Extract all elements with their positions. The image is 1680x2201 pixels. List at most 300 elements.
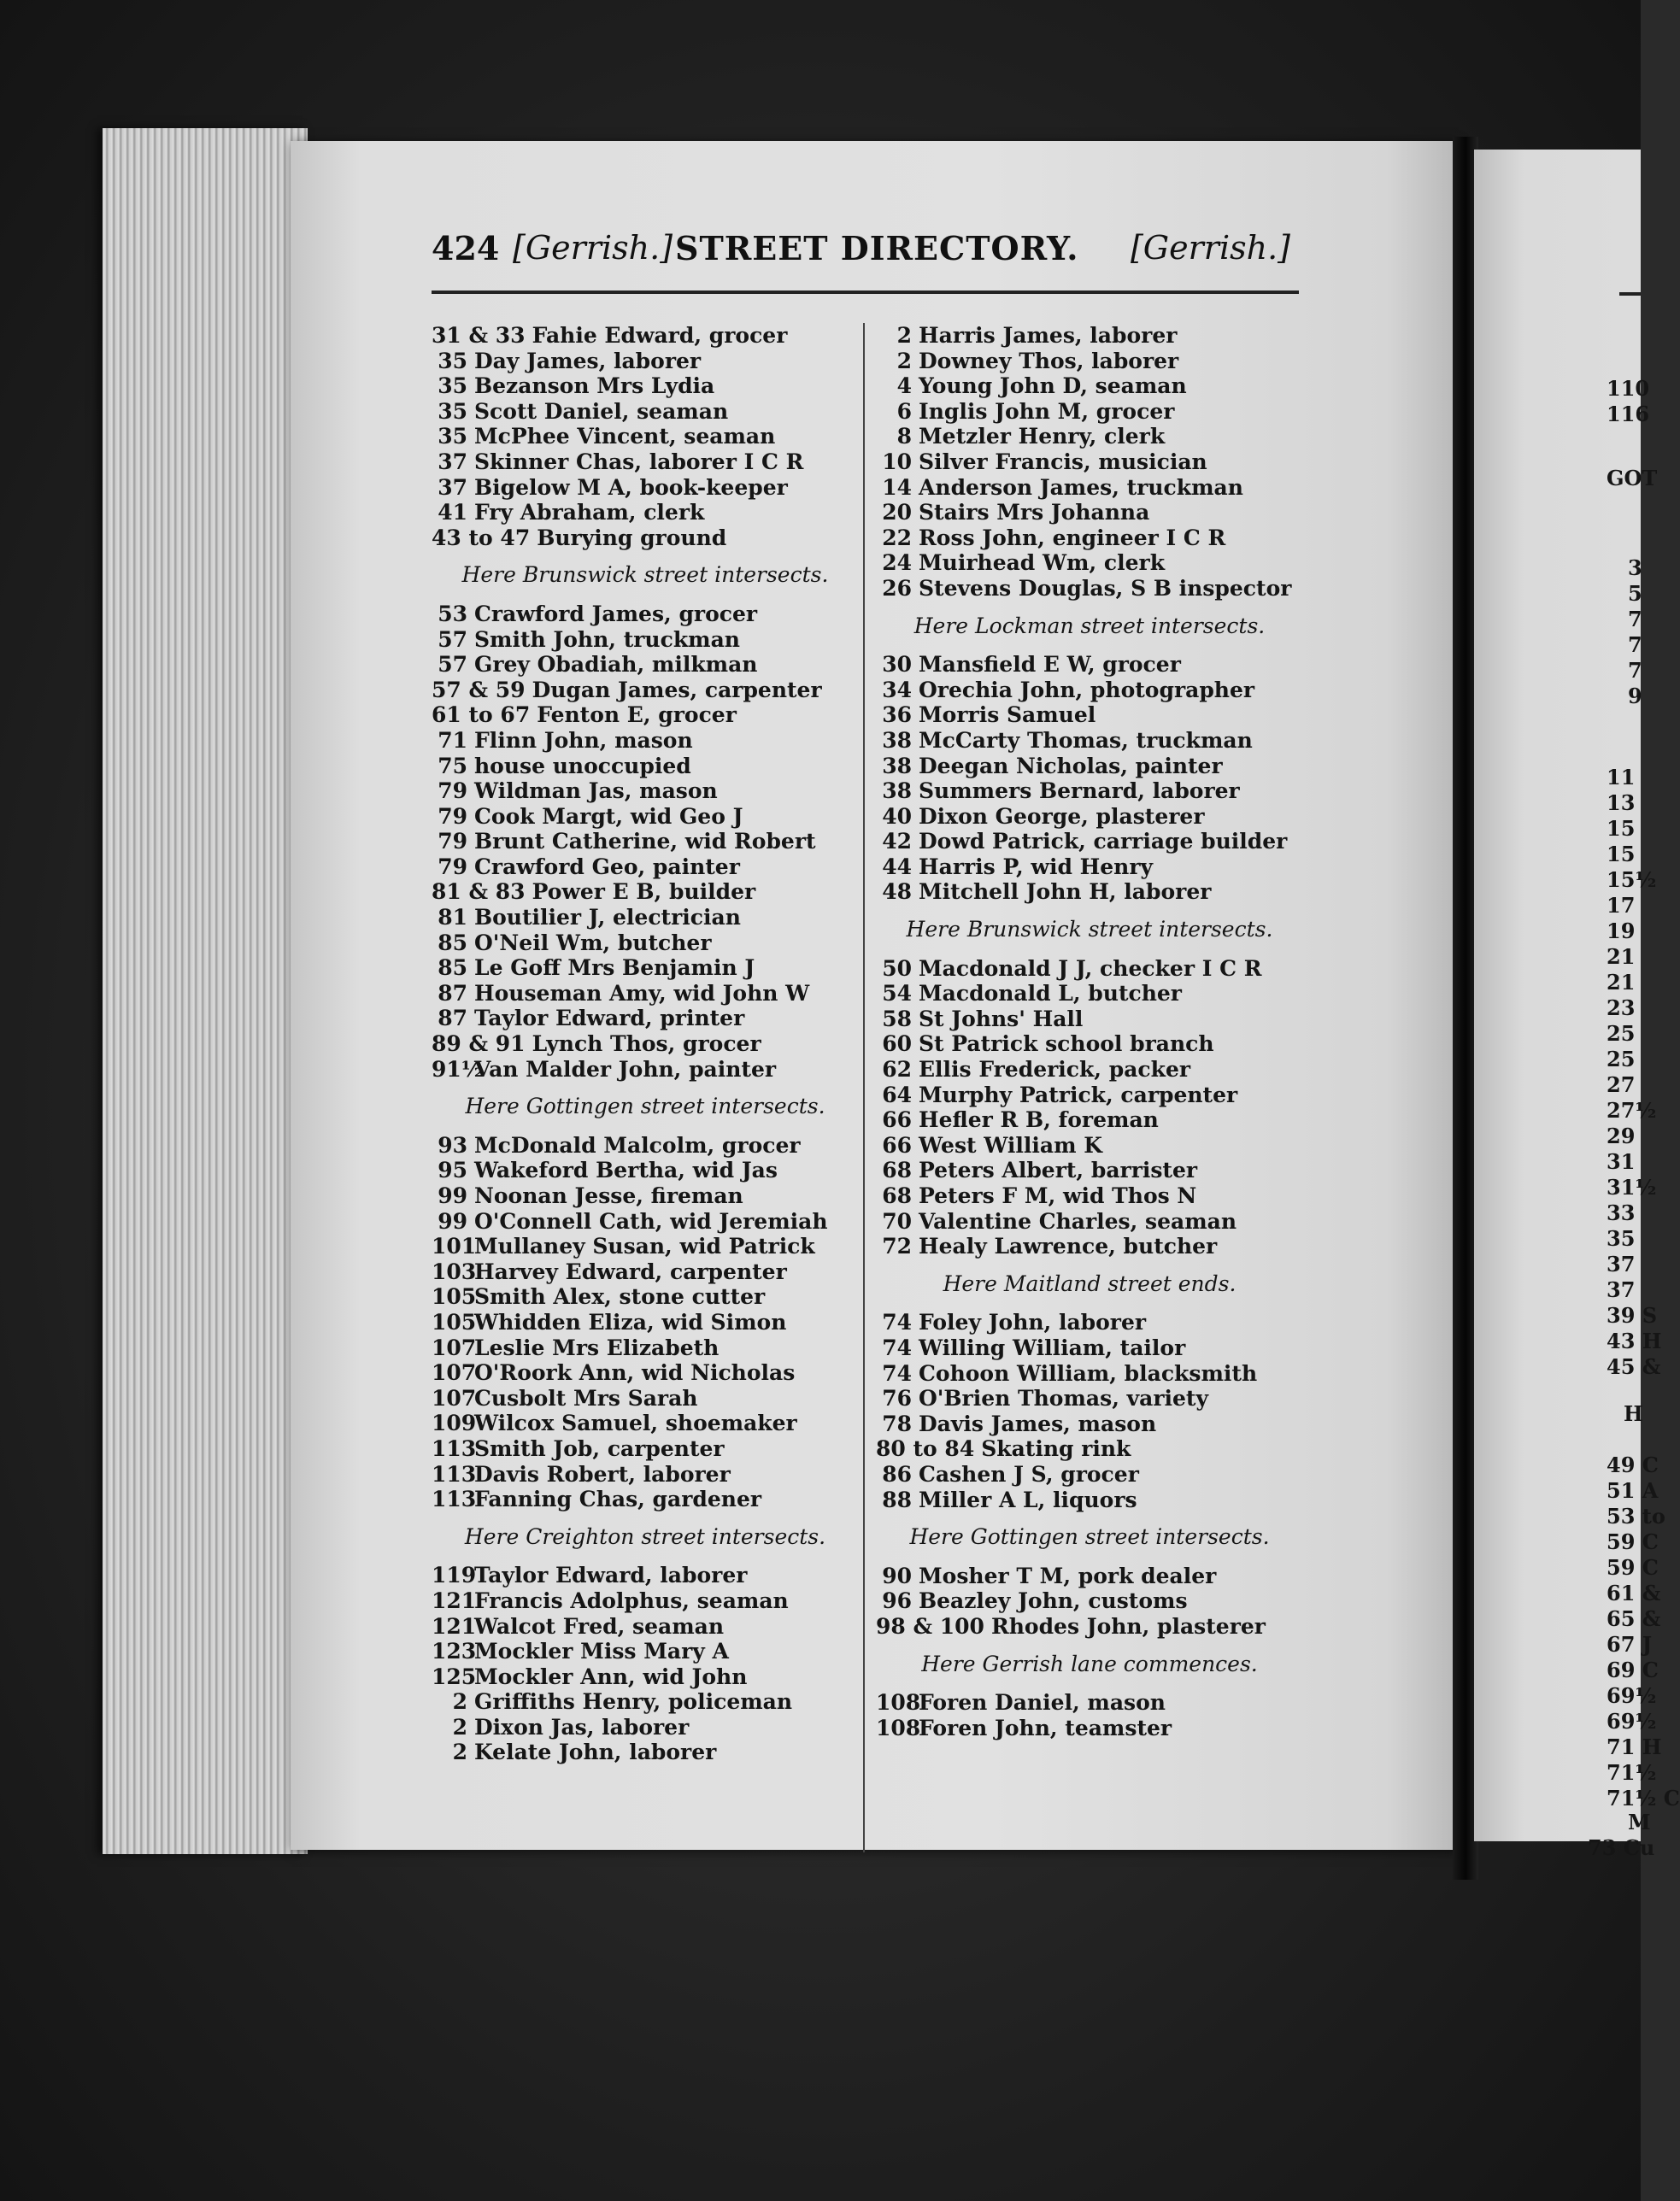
directory-entry	[432, 702, 859, 728]
resident-entry: Crawford James, grocer	[474, 601, 758, 626]
directory-entry	[432, 1234, 859, 1259]
facing-page-fragment: 5	[1628, 581, 1642, 606]
house-number: 101	[432, 1234, 477, 1259]
house-number: 8	[896, 424, 912, 449]
directory-entry	[432, 373, 859, 399]
directory-entry	[876, 1588, 1303, 1614]
column-divider	[863, 323, 865, 1852]
resident-entry: Skating rink	[981, 1436, 1131, 1462]
directory-entry	[876, 550, 1303, 576]
house-number: 95	[438, 1158, 467, 1183]
house-number: 68	[882, 1183, 912, 1208]
house-number: 37	[438, 449, 467, 474]
directory-entry	[432, 1133, 859, 1159]
directory-entry	[432, 1715, 859, 1740]
directory-entry	[432, 1436, 859, 1462]
house-number: 80 to 84	[876, 1436, 975, 1462]
resident-entry: Murphy Patrick, carpenter	[919, 1082, 1238, 1107]
house-number: 34	[882, 677, 912, 702]
resident-entry: Foley John, laborer	[919, 1310, 1147, 1335]
directory-entry	[432, 905, 859, 930]
directory-entry	[876, 1083, 1303, 1108]
facing-page-fragment: 37	[1607, 1277, 1636, 1302]
directory-entry	[432, 349, 859, 374]
facing-page-fragment: 69½	[1607, 1683, 1657, 1708]
directory-entry	[876, 702, 1303, 728]
facing-page-fragment: 9	[1628, 684, 1642, 708]
resident-entry: Macdonald J J, checker I C R	[919, 955, 1262, 981]
resident-entry: Skinner Chas, laborer I C R	[474, 449, 804, 474]
directory-entry	[876, 1234, 1303, 1259]
house-number: 35	[438, 348, 467, 373]
page-title: STREET DIRECTORY.	[675, 229, 1079, 267]
resident-entry: Harvey Edward, carpenter	[474, 1259, 787, 1284]
facing-page-fragment: 25	[1607, 1021, 1636, 1046]
directory-entry	[432, 627, 859, 653]
house-number: 10	[882, 449, 912, 474]
facing-page-fragment: 29	[1607, 1124, 1636, 1148]
house-number: 91½	[432, 1056, 484, 1082]
facing-page-fragment: 15	[1607, 842, 1636, 866]
house-number: 35	[438, 398, 467, 424]
resident-entry: O'Roork Ann, wid Nicholas	[474, 1360, 796, 1386]
house-number: 79	[438, 803, 467, 829]
resident-entry: Burying ground	[537, 525, 727, 550]
house-number: 43 to 47	[432, 525, 531, 550]
house-number: 113	[432, 1461, 477, 1487]
header-rule	[432, 291, 1299, 294]
resident-entry: Hefler R B, foreman	[919, 1107, 1159, 1133]
resident-entry: Wilcox Samuel, shoemaker	[474, 1411, 797, 1436]
house-number: 96	[882, 1588, 912, 1614]
facing-page-fragment: 71 H	[1607, 1734, 1662, 1759]
directory-entry	[432, 1563, 859, 1588]
house-number: 35	[438, 424, 467, 449]
house-number: 121	[432, 1588, 477, 1613]
resident-entry: Boutilier J, electrician	[474, 905, 741, 930]
right-column	[876, 323, 1303, 1740]
directory-entry	[432, 930, 859, 956]
facing-page-fragment: 7	[1628, 658, 1642, 683]
resident-entry: Healy Lawrence, butcher	[919, 1234, 1218, 1259]
resident-entry: Grey Obadiah, milkman	[474, 652, 758, 678]
house-number: 93	[438, 1132, 467, 1158]
resident-entry: Davis Robert, laborer	[474, 1461, 731, 1487]
book-page-edges	[103, 128, 308, 1854]
resident-entry: Orechia John, photographer	[919, 677, 1255, 702]
directory-entry	[876, 754, 1303, 779]
resident-entry: Scott Daniel, seaman	[474, 398, 729, 424]
house-number: 113	[432, 1435, 477, 1461]
house-number: 85	[438, 930, 467, 955]
directory-entry	[876, 1690, 1303, 1716]
resident-entry: Leslie Mrs Elizabeth	[474, 1335, 720, 1360]
house-number: 57	[438, 652, 467, 678]
resident-entry: Dugan James, carpenter	[532, 677, 822, 702]
facing-page-fragment: 59 C	[1607, 1529, 1659, 1554]
directory-entry	[432, 804, 859, 830]
directory-entry	[876, 829, 1303, 854]
directory-entry	[432, 754, 859, 779]
resident-entry: Beazley John, customs	[919, 1588, 1188, 1614]
directory-entry	[432, 1639, 859, 1664]
directory-entry	[432, 652, 859, 678]
directory-entry	[876, 778, 1303, 804]
resident-entry: Willing William, tailor	[919, 1335, 1186, 1360]
facing-page-fragment: 69 C	[1607, 1658, 1659, 1682]
resident-entry: Ellis Frederick, packer	[919, 1057, 1191, 1083]
house-number: 60	[882, 1031, 912, 1057]
directory-entry	[432, 1284, 859, 1310]
house-number: 119	[432, 1563, 477, 1588]
facing-page-fragment: 110	[1607, 376, 1650, 401]
house-number: 99	[438, 1208, 467, 1234]
facing-page-fragment: 35	[1607, 1226, 1636, 1251]
resident-entry: Mansfield E W, grocer	[919, 652, 1181, 678]
resident-entry: Cashen J S, grocer	[919, 1461, 1139, 1487]
directory-entry	[432, 1462, 859, 1488]
resident-entry: Anderson James, truckman	[919, 474, 1243, 500]
resident-entry: Mockler Ann, wid John	[474, 1664, 748, 1689]
resident-entry: Fahie Edward, grocer	[532, 323, 788, 348]
directory-entry	[432, 500, 859, 525]
house-number: 105	[432, 1284, 477, 1310]
directory-entry	[876, 1031, 1303, 1057]
resident-entry: Wakeford Bertha, wid Jas	[474, 1158, 778, 1183]
directory-entry	[432, 1740, 859, 1765]
directory-entry	[432, 1057, 859, 1083]
facing-page-fragment: 116	[1607, 402, 1650, 426]
resident-entry: Mockler Miss Mary A	[474, 1639, 729, 1664]
house-number: 113	[432, 1487, 477, 1512]
resident-entry: Power E B, builder	[532, 879, 756, 905]
house-number: 90	[882, 1563, 912, 1588]
house-number: 26	[882, 575, 912, 601]
facing-page-fragment: 33	[1607, 1200, 1636, 1225]
facing-page-fragment: 31½	[1607, 1175, 1657, 1200]
resident-entry: McPhee Vincent, seaman	[474, 424, 776, 449]
resident-entry: Summers Bernard, laborer	[919, 778, 1240, 804]
directory-entry	[876, 323, 1303, 349]
street-intersection-note: Here Gottingen street intersects.	[465, 1094, 825, 1119]
resident-entry: Ross John, engineer I C R	[919, 525, 1226, 550]
directory-entry	[876, 728, 1303, 754]
resident-entry: Harris P, wid Henry	[919, 854, 1154, 879]
directory-entry	[432, 1209, 859, 1235]
facing-page-fragment: M	[1628, 1810, 1651, 1834]
house-number: 2	[452, 1714, 467, 1740]
directory-entry	[432, 1588, 859, 1614]
facing-page-fragment: 7	[1628, 607, 1642, 631]
house-number: 70	[882, 1208, 912, 1234]
resident-entry: Kelate John, laborer	[474, 1740, 717, 1765]
directory-entry	[876, 1462, 1303, 1488]
house-number: 78	[882, 1411, 912, 1436]
directory-entry	[432, 1487, 859, 1512]
directory-entry	[876, 1488, 1303, 1513]
house-number: 108	[876, 1690, 921, 1716]
house-number: 64	[882, 1082, 912, 1107]
house-number: 57	[438, 626, 467, 652]
directory-entry	[432, 1158, 859, 1183]
facing-page-fragment: 45 &	[1607, 1354, 1661, 1379]
house-number: 105	[432, 1309, 477, 1335]
resident-entry: Smith Job, carpenter	[474, 1435, 725, 1461]
resident-entry: Downey Thos, laborer	[919, 348, 1179, 373]
directory-entry	[432, 1411, 859, 1436]
resident-entry: Bigelow M A, book-keeper	[474, 474, 788, 500]
house-number: 57 & 59	[432, 677, 526, 702]
facing-page-fragment: 13	[1607, 790, 1636, 815]
left-column	[432, 323, 859, 1765]
facing-page-fragment: 69½	[1607, 1709, 1657, 1734]
directory-entry	[432, 449, 859, 475]
house-number: 44	[882, 854, 912, 879]
directory-entry	[876, 1361, 1303, 1387]
directory-entry	[876, 1310, 1303, 1335]
resident-entry: Silver Francis, musician	[919, 449, 1207, 474]
house-number: 20	[882, 500, 912, 525]
resident-entry: Griffiths Henry, policeman	[474, 1689, 793, 1715]
facing-page-fragment: 37	[1607, 1252, 1636, 1277]
directory-entry	[876, 1564, 1303, 1589]
directory-entry	[876, 1007, 1303, 1032]
resident-entry: Brunt Catherine, wid Robert	[474, 829, 816, 854]
resident-entry: O'Connell Cath, wid Jeremiah	[474, 1208, 828, 1234]
house-number: 76	[882, 1386, 912, 1412]
directory-entry	[876, 1057, 1303, 1083]
resident-entry: McDonald Malcolm, grocer	[474, 1132, 801, 1158]
house-number: 88	[882, 1487, 912, 1512]
resident-entry: Inglis John M, grocer	[919, 398, 1175, 424]
house-number: 81 & 83	[432, 879, 526, 905]
directory-entry	[876, 1412, 1303, 1437]
house-number: 72	[882, 1234, 912, 1259]
directory-entry	[876, 424, 1303, 449]
resident-entry: Young John D, seaman	[919, 373, 1187, 399]
facing-page-fragment: 15	[1607, 816, 1636, 841]
house-number: 85	[438, 955, 467, 981]
resident-entry: Cohoon William, blacksmith	[919, 1360, 1258, 1386]
directory-entry	[876, 349, 1303, 374]
house-number: 6	[896, 398, 912, 424]
resident-entry: Houseman Amy, wid John W	[474, 980, 810, 1006]
directory-entry	[876, 1335, 1303, 1361]
house-number: 14	[882, 474, 912, 500]
directory-entry	[876, 1436, 1303, 1462]
resident-entry: Lynch Thos, grocer	[532, 1031, 761, 1057]
directory-entry	[432, 1386, 859, 1412]
resident-entry: Harris James, laborer	[919, 323, 1178, 348]
house-number: 2	[452, 1740, 467, 1765]
resident-entry: Bezanson Mrs Lydia	[474, 373, 715, 399]
directory-entry	[432, 854, 859, 880]
resident-entry: Smith John, truckman	[474, 626, 740, 652]
resident-entry: Rhodes John, plasterer	[990, 1613, 1266, 1639]
facing-page-fragment: 21	[1607, 944, 1636, 969]
house-number: 66	[882, 1107, 912, 1133]
street-intersection-note: Here Brunswick street intersects.	[906, 917, 1273, 942]
resident-entry: Fanning Chas, gardener	[474, 1487, 762, 1512]
house-number: 99	[438, 1183, 467, 1208]
facing-page-fragment: 3	[1628, 555, 1642, 580]
directory-entry	[876, 981, 1303, 1007]
street-intersection-note: Here Gerrish lane commences.	[921, 1651, 1258, 1676]
page-header	[432, 229, 1290, 267]
facing-page-fragment: 67 J	[1607, 1632, 1653, 1657]
facing-page-fragment: 49 C	[1607, 1453, 1659, 1477]
house-number: 2	[452, 1689, 467, 1715]
street-intersection-note: Here Gottingen street intersects.	[909, 1524, 1270, 1550]
house-number: 53	[438, 601, 467, 626]
resident-entry: Le Goff Mrs Benjamin J	[474, 955, 755, 981]
resident-entry: house unoccupied	[474, 753, 691, 778]
resident-entry: Davis James, mason	[919, 1411, 1157, 1436]
facing-page-rule	[1619, 292, 1641, 296]
house-number: 31 & 33	[432, 323, 526, 348]
street-intersection-note: Here Lockman street intersects.	[913, 613, 1266, 638]
house-number: 125	[432, 1664, 477, 1689]
resident-entry: McCarty Thomas, truckman	[919, 727, 1253, 753]
directory-entry	[432, 728, 859, 754]
house-number: 81	[438, 905, 467, 930]
directory-entry	[432, 323, 859, 349]
house-number: 38	[882, 753, 912, 778]
house-number: 68	[882, 1158, 912, 1183]
facing-page-fragment: H	[1624, 1401, 1643, 1426]
resident-entry: Taylor Edward, printer	[474, 1006, 745, 1031]
house-number: 58	[882, 1006, 912, 1031]
facing-page-fragment: 19	[1607, 919, 1636, 943]
resident-entry: O'Brien Thomas, variety	[919, 1386, 1208, 1412]
house-number: 74	[882, 1310, 912, 1335]
resident-entry: Foren John, teamster	[919, 1715, 1172, 1740]
resident-entry: Flinn John, mason	[474, 727, 693, 753]
directory-entry	[876, 1716, 1303, 1741]
directory-entry	[432, 424, 859, 449]
running-head-left: [Gerrish.]	[513, 229, 673, 267]
facing-page-fragment: 31	[1607, 1149, 1636, 1174]
resident-entry: Taylor Edward, laborer	[474, 1563, 748, 1588]
house-number: 98 & 100	[876, 1613, 984, 1639]
directory-entry	[432, 1310, 859, 1335]
resident-entry: O'Neil Wm, butcher	[474, 930, 712, 955]
resident-entry: Mullaney Susan, wid Patrick	[474, 1234, 815, 1259]
resident-entry: Fry Abraham, clerk	[474, 500, 705, 525]
directory-entry	[876, 1183, 1303, 1209]
facing-page-fragment: 39 S	[1607, 1303, 1658, 1328]
resident-entry: Morris Samuel	[919, 702, 1096, 728]
directory-entry	[432, 955, 859, 981]
facing-page-fragment: 71½ C	[1607, 1786, 1680, 1811]
house-number: 121	[432, 1613, 477, 1639]
house-number: 87	[438, 980, 467, 1006]
house-number: 4	[896, 373, 912, 399]
house-number: 36	[882, 702, 912, 728]
facing-page-fragment: 51 A	[1607, 1478, 1659, 1503]
facing-page-fragment: 61 &	[1607, 1581, 1661, 1605]
resident-entry: Crawford Geo, painter	[474, 854, 740, 879]
resident-entry: Walcot Fred, seaman	[474, 1613, 725, 1639]
facing-page-fragment: 27½	[1607, 1098, 1657, 1123]
house-number: 41	[438, 500, 467, 525]
resident-entry: St Johns' Hall	[919, 1006, 1084, 1031]
house-number: 71	[438, 727, 467, 753]
facing-page-fragment: 23	[1607, 995, 1636, 1020]
resident-entry: West William K	[919, 1132, 1102, 1158]
resident-entry: Dixon Jas, laborer	[474, 1714, 690, 1740]
resident-entry: Whidden Eliza, wid Simon	[474, 1309, 787, 1335]
house-number: 74	[882, 1335, 912, 1360]
facing-page-fragment: 17	[1607, 893, 1636, 918]
resident-entry: Cook Margt, wid Geo J	[474, 803, 743, 829]
directory-entry	[432, 829, 859, 854]
resident-entry: Noonan Jesse, fireman	[474, 1183, 743, 1208]
resident-entry: Peters Albert, barrister	[919, 1158, 1198, 1183]
resident-entry: Miller A L, liquors	[919, 1487, 1137, 1512]
house-number: 24	[882, 550, 912, 576]
directory-entry	[432, 1031, 859, 1057]
house-number: 38	[882, 727, 912, 753]
house-number: 40	[882, 803, 912, 829]
facing-page-fragment: 27	[1607, 1072, 1636, 1097]
directory-entry	[432, 1664, 859, 1690]
directory-entry	[876, 525, 1303, 551]
house-number: 62	[882, 1057, 912, 1083]
house-number: 54	[882, 981, 912, 1007]
resident-entry: Dowd Patrick, carriage builder	[919, 829, 1288, 854]
directory-entry	[876, 500, 1303, 525]
resident-entry: Mosher T M, pork dealer	[919, 1563, 1217, 1588]
directory-entry	[432, 1006, 859, 1031]
house-number: 50	[882, 955, 912, 981]
resident-entry: Muirhead Wm, clerk	[919, 550, 1166, 576]
directory-entry	[876, 1107, 1303, 1133]
directory-entry	[876, 1158, 1303, 1183]
house-number: 42	[882, 829, 912, 854]
resident-entry: Deegan Nicholas, painter	[919, 753, 1223, 778]
resident-entry: Metzler Henry, clerk	[919, 424, 1166, 449]
house-number: 66	[882, 1132, 912, 1158]
house-number: 61 to 67	[432, 702, 531, 728]
directory-entry	[432, 1183, 859, 1209]
directory-entry	[876, 576, 1303, 602]
facing-page-fragment: 73 Cu	[1588, 1835, 1655, 1860]
house-number: 89 & 91	[432, 1031, 526, 1057]
page-number: 424	[432, 229, 500, 267]
resident-entry: Day James, laborer	[474, 348, 702, 373]
resident-entry: Mitchell John H, laborer	[919, 879, 1212, 905]
street-intersection-note: Here Brunswick street intersects.	[461, 562, 829, 588]
facing-page-fragment: 71½	[1607, 1760, 1657, 1785]
directory-entry	[876, 1386, 1303, 1412]
directory-entry	[432, 981, 859, 1007]
directory-entry	[876, 399, 1303, 425]
facing-page-fragment: 11	[1607, 765, 1636, 789]
house-number: 86	[882, 1461, 912, 1487]
directory-entry	[432, 1335, 859, 1361]
directory-entry	[432, 475, 859, 501]
house-number: 79	[438, 778, 467, 804]
facing-page-fragment: 59 C	[1607, 1555, 1659, 1580]
resident-entry: Macdonald L, butcher	[919, 981, 1182, 1007]
directory-entry	[432, 1614, 859, 1640]
facing-page-fragment: 25	[1607, 1047, 1636, 1071]
resident-entry: Stevens Douglas, S B inspector	[919, 575, 1292, 601]
directory-entry	[876, 1209, 1303, 1235]
resident-entry: Foren Daniel, mason	[919, 1690, 1166, 1716]
directory-entry	[432, 1360, 859, 1386]
